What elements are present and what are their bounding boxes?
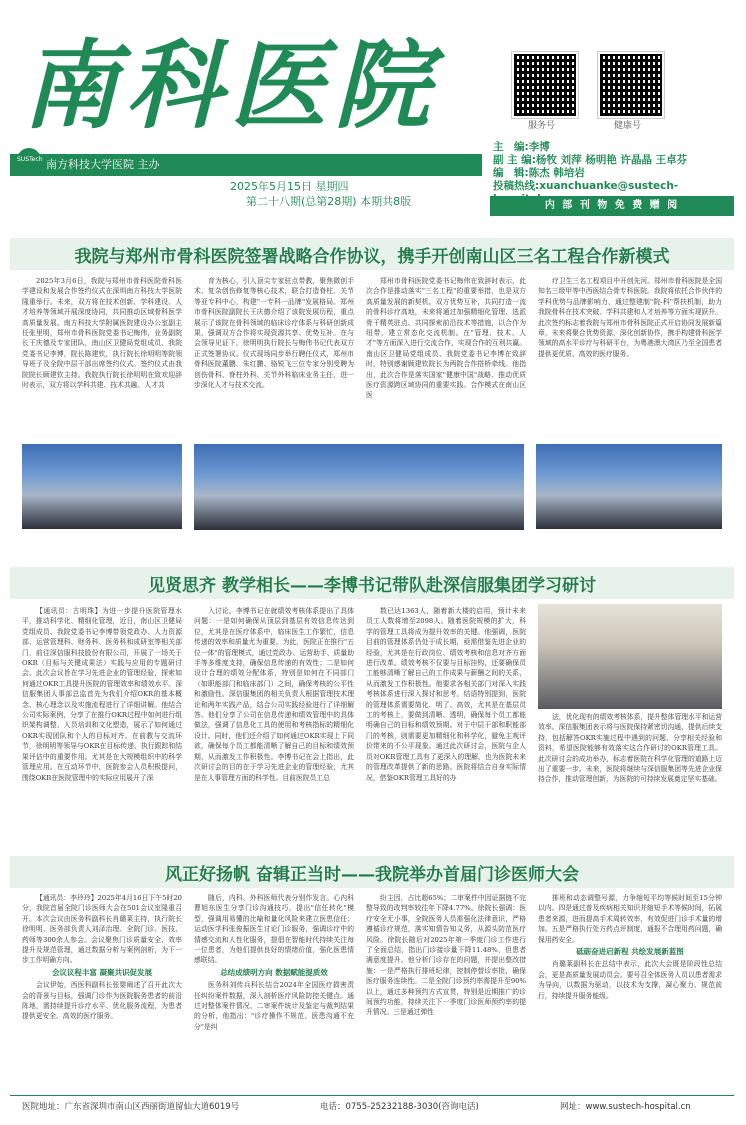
newspaper-title: 南科医院 [22, 29, 438, 142]
article2-column-3 [366, 606, 526, 846]
article3-col1-text: 【通讯员：李玲玲】2025年4月16日下午5时20分，我院首届全院门诊医师大会在501会议室隆重召开。本次会议由医务科副科长肖璐莱主持，执行院长徐明明、医务部负责人刘泽治理、全院门诊、医技、药师等300余人参会。会议聚焦门诊质量安全、效率提升及规范管理，通过数据分析与案例剖析，为下一步工作明确方向。 [22, 894, 182, 965]
article3-col3-text: 纷主因，占比超65%；二审案件中因证据链不完整导致的改判率较往年下降4.77%。徐院长强调：医疗安全无小事，全院医务人员需强化法律意识，严格遵循诊疗规范，落实知情告知义务，从源头防范医疗风险。徐院长随后对2025年第一季度门诊工作进行了全面总结，指出门诊接诊量下降11.48%，但患者满意度提升。他分析门诊存在的问题，并提出整改措施：一是严格执行排班纪律，控制停替诊率批，确保医疗服务连续性。二是全院门诊预约率需提升至90%以上，通过多种预约方式宣贯，特别是近期推广的诊间预约功能，持续关注下一季度门诊医师预约率的提升情况。三是通过弹性 [366, 894, 526, 1017]
article2-column-1 [22, 606, 182, 846]
article1-headline: 我院与郑州市骨科医院签署战略合作协议，携手开创南山区三名工程合作新模式 [74, 247, 670, 267]
article2-col1-text: 【通讯员：古明珠】为进一步提升医院管理水平，推动科学化、精细化管理，近日，南山区卫健局党组成员、我院党委书记李博带领党政办、人力资源部、运营管理科、财务科、医务科和成研室等相关部门，前往深信服科技股份有限公司，开展了一场关于OKR（目标与关键成果法）实践与应用的专题研讨会。此次会议旨在学习先进企业的管理经验，探索如何通过OKR工具提升医院的管理效率和绩效水平。深信服集团人事部总监首先为我们介绍OKR的基本概念、核心理念以及实施流程进行了详细讲解。他结合公司实际案例，分享了在推行OKR过程中如何进行组织架构调整、人员培训和文化塑造，展示了如何通过OKR实现团队和个人的目标对齐。在前教与交流环节，徐明明等领导与OKR在目标传递、执行跟踪和结果评估中的重要作用。尤其是在大规模组织中的科学管理应用。在互动环节中，医院参会人员积极提问，围绕OKR在医院管理中的实际应用展开了深 [22, 607, 182, 782]
article1-headline-bar [10, 238, 734, 270]
chief-editor: 主 编:李博 [493, 141, 550, 153]
article3-column-3 [366, 893, 526, 1089]
article3-col4b-text: 肖璐莱副科长在总结中表示，此次大会既是阶段性总结会，更是高质量发展动员会。要号召全体医务人员以患者需求为导向，以数据为驱动，以技术为支撑，凝心聚力、规范前行，持续提升服务能级。 [538, 960, 722, 1000]
deputy-editors: 副 主 编:杨牧 刘萍 杨明艳 许晶晶 王卓芬 [493, 154, 688, 166]
article2-headline-bar [10, 567, 734, 599]
article3-col2-text: 随后，内科、外科医师代表分别作发言。心内科曹旭东医生分享门诊沟通技巧，提出"信任转化"模型，强调用易懂的比喻和量化风险来建立医患信任；运动医学科张俊振医生讨论门诊服务，强调诊疗中的情感交流和人性化服务，提倡在智能时代持续关注每一位患者，为他们提供良好的情绪价值，强化医患情感联结。 [194, 894, 354, 965]
article3-col1b-text: 会议伊始，西医科副科长张婴阐述了召开此次大会的背景与目标，强调门诊作为医院服务患者的前沿阵地，需持续提升诊疗水平、优化服务流程，为患者提供更安全、高效的医疗服务。 [22, 981, 182, 1021]
article3-headline: 风正好扬帆 奋辑正当时——我院举办首届门诊医师大会 [165, 865, 579, 885]
article3-column-2 [194, 893, 354, 1089]
date-line: 2025年5月15日 星期四 [230, 180, 349, 193]
article2-col2-text: 入讨论。李博书记在就绩效考核体系提出了具体问题：一是如何确保从顶层到基层有效信息传达到位，尤其是在医疗体系中，临床医生工作繁忙，信息传递的效率和质量尤为重要。为此，医院正在推行"五位一体"的管理模式，通过党政办、运营助手、质量助手等多维度支持，确保信息传递的有效性；二是如何设计合理的绩效分配体系，特别是如何在不同部门（如职能部门和临床部门）之间，确保考核的公平性和激励性。深信服集团的相关负责人根据管理技术理论和两年实践产品，结合公司实践经验进行了详细解答。他们分享了公司在信息传递和绩效管理中的具体做法，强调了信息化工具的使用和考核指标的精细化设计。同时，他们还介绍了如何通过OKR实现上下同欲，确保每个员工都能清晰了解自己的目标和绩效预期，从而激发工作积极性。李博书记在会上指出，此次研讨会的目的在于学习先进企业的管理经验，尤其是在人事管理方面的科学性。目前医院员工总 [194, 607, 354, 782]
footer-divider [10, 1095, 734, 1096]
footer-website[interactable]: 网址：www.sustech-hospital.cn [560, 1102, 691, 1112]
group-photo [194, 444, 524, 530]
signing-ceremony-photo [22, 444, 182, 529]
article2-column-2 [194, 606, 354, 846]
seminar-room-photo [538, 604, 722, 709]
article3-subheading-2: 总结成绩明方向 数据赋能提质效 [220, 967, 328, 977]
article1-column-3 [366, 276, 526, 436]
health-qr-code-icon [598, 52, 664, 118]
submission-email[interactable]: 投稿热线:xuanchuanke@sustech- [493, 180, 679, 192]
article3-headline-bar [10, 856, 734, 888]
article1-col4-text: 疗卫生三名工程项目中开创先河。郑州市骨科医院是全国知名三级甲等中西医结合骨专科医院。我院将依托合作伙伴的学科优势与品牌影响力，通过整建制"院-科"帮扶机制，助力我院骨科在技术突破、学科共建和人才培养等方面实现跃升。此次签约标志着我院与郑州市骨科医院正式开启协同发展新篇章，未来将聚合优势资源，深化创新协作，携手构建骨科医学领域的高水平诊疗与科研平台，为粤港澳大湾区乃至全国患者提供更优质、高效的医疗服务。 [538, 277, 722, 358]
article1-col1-text: 2025年3月6日，我院与郑州市骨科医院骨科医学建设和发展合作签约仪式在深圳南方科技大学医院隆重举行。未来，双方将在技术创新、学科建设、人才培养等领域开展深度协同，共同推动区域骨科医学高质量发展。南方科技大学附属医院建设办公室副主任张里明，郑州市骨科医院党委书记梅伟，业务副院长王庆德及专家团队，南山区卫健局党组成员、我院党委书记李博，院长陈建钦，执行院长徐明明等院领导班子及全院中层干部出席签约仪式。签约仪式由我院院长顾建钦主持。我院执行院长徐明明在致欢迎辞时表示，双方将以学科共建、技术共融、人才共 [22, 277, 182, 390]
service-qr-label: 服务号 [528, 121, 556, 131]
article1-col3-text: 郑州市骨科医院党委书记梅伟在致辞时表示，此次合作是推动落实"三名工程"的重要举措，也是双方高质量发展的新契机。双方优势互补，共同打造一流的骨科诊疗高地，未来将通过加强精细化管理、选派骨干精英驻点、共同探索前沿技术等措施，以合作为纽带，建立常态化交流机制。在"管理、技术、人才"等方面深入进行交流合作，实现合作的互利共赢。南山区卫健局党组成员、我院党委书记李博在致辞时，特别感谢顾建钦院长为两院合作搭桥牵线。他指出，此次合作是落实国家"健康中国"战略、推动优质医疗资源跨区域协同的重要实践。合作模式在南山区医 [366, 277, 526, 400]
editors: 编 辑:陈杰 韩培岩 [493, 167, 585, 179]
article1-column-4 [538, 276, 722, 436]
issue-line: 第二十八期(总第28期) 本期共8版 [246, 195, 412, 208]
service-qr-code-icon [512, 52, 578, 118]
internal-publication-band: 内 部 刊 物 免 费 赠 阅 [490, 196, 734, 216]
hospital-logo-icon: SUSTech [17, 148, 41, 172]
article3-column-4 [538, 893, 722, 1089]
article3-subheading-3: 砥砺奋进启新程 共绘发展新蓝图 [576, 947, 684, 957]
article3-col2b-text: 医务科刘传兵科长结合2024年全国医疗损害责任纠纷案件数据，深入剖析医疗风险防控关键点。通过对整体案件情况、二审案件统计及鉴定与裁判结果的分析，他指出："诊疗操作不规范、医患沟通不充分"是纠 [194, 981, 354, 1031]
article2-column-4 [538, 712, 722, 846]
article3-col4-text: 排班和动态调整号源，力争缩短平均等候时间至15分钟以内。四是通过普及疾病相关知识并缩短手术等候时间，拓展患者来源，进而提高手术周转效率，有效促进门诊手术量的增加。五是严格执行处方药点评制度，通报不合理用药问题，确保用药安全。 [538, 894, 722, 944]
article3-subheading-1: 会议议程丰富 凝聚共识促发展 [51, 967, 153, 977]
footer-address: 医院地址：广东省深圳市南山区西丽街道留仙大道6019号 [22, 1102, 240, 1112]
appointment-ceremony-photo [536, 444, 722, 529]
footer-phone: 电话：0755-25232188-3030(咨询电话) [320, 1102, 479, 1112]
article2-col4-text: 法，优化现有的绩效考核体系，提升整体管理水平和运营效率。深信服集团表示将与医院保持紧密切沟通，提供后续支持，包括解答OKR实施过程中遇到的问题、分享相关经验和资料，希望医院能够有效落实这合作研讨的OKR管理工具。此次研讨会的成功举办，标志着医院在科学化管理的道路上迈出了重要一步。未来，医院将继续与深信服集团等先进企业保持合作，推动管理创新，为医院的可持续发展奠定坚实基础。 [538, 713, 722, 784]
article1-col2-text: 育为核心，引入顶尖专家驻点带教，聚焦微创手术、复杂创伤修复等核心技术，联合打造脊柱、关节等亚专科中心，构建"一专科一品牌"发展格局。郑州市骨科医院副院长王庆德介绍了该院发展历程，重点展示了该院在骨科领域的临床诊疗体系与科研创新成果，强调双方合作将实现资源共享、优势互补。在与会领导见证下，徐明明执行院长与梅伟书记代表双方正式签署协议。仪式现场同步举行聘任仪式，郑州市骨科医院董鹏、朱红鹏、骆锐飞三位专家分别受聘为创伤骨科、脊柱外科、关节外科临床业务主任，进一步深化人才与技术交流。 [194, 277, 354, 390]
health-qr-label: 健康号 [614, 121, 642, 131]
publisher-line: 南方科技大学医院 主办 [46, 158, 160, 171]
article1-column-1 [22, 276, 182, 436]
article3-column-1 [22, 893, 182, 1089]
article2-col3-text: 数已达1363人，随着新大楼的启用，预计未来员工人数将增至2098人。随着医院规模的扩大，科学的管理工具将成为提升效率的关键。他强调，医院目前的管理体系仍处于成长期，亟需借鉴先进企业的经验，尤其是在行政岗位、绩效考核和信息对齐方面进行改革。绩效考核不仅要与目标挂钩，还要确保员工能够清晰了解自己的工作成果与薪酬之间的关系，从而激发工作积极性。他要求各相关部门对深入实践考核体系进行深入探讨和思考。结语特别提到，医院的管理体系需要简化、明了、高效，尤其是在基层员工的考核上，要做到清晰、透明，确保每个员工都能明确自己的目标和绩效预期。对于中层干部和职能部门的考核，则需要更加精细化和科学化，避免主观评价带来的不公平现象。通过此次研讨会，医院与企人员对OKR管理工具有了更深入的理解，也为医院未来的管理改革提供了新的思路。医院将结合自身实际情况，借鉴OKR管理工具好的办 [366, 607, 526, 782]
article2-headline: 见贤思齐 教学相长——李博书记带队赴深信服集团学习研讨 [148, 576, 596, 596]
article1-column-2 [194, 276, 354, 436]
